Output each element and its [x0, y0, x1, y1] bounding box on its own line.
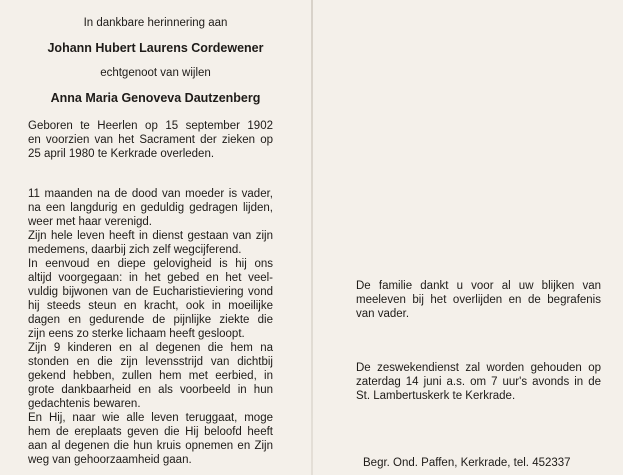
paragraph-line: na een langdurig en geduldig gedragen lijden,: [28, 202, 273, 214]
deceased-name: Johann Hubert Laurens Cordewener: [47, 41, 264, 55]
paragraph-line: dagen en gedurende de pijnlijke ziekte die: [28, 314, 273, 326]
paragraph-line: altijd voorgegaan: in het gebed en het veel-: [28, 272, 273, 284]
paragraph-line: van vader.: [356, 308, 410, 320]
paragraph-line: vuldig bijwonen van de Eucharistieviering vond: [28, 286, 273, 298]
paragraph-line: 25 april 1980 te Kerkrade overleden.: [28, 148, 215, 160]
paragraph-line: hem de ereplaats geven die Hij beloofd heeft: [28, 426, 273, 438]
paragraph-line: Zijn hele leven heeft in dienst gestaan van zijn: [28, 230, 273, 242]
paragraph-line: aan al degenen die hun kruis opnemen en Zijn: [28, 440, 273, 452]
paragraph-line: zaterdag 14 juni a.s. om 7 uur's avonds in de: [356, 376, 601, 388]
paragraph-line: meeleven bij het overlijden en de begrafenis: [356, 294, 601, 306]
paragraph-line: grote dankbaarheid en als voorbeeld in hun: [28, 384, 273, 396]
paragraph-line: en voorzien van het Sacrament der zieken op: [28, 134, 273, 146]
paragraph-line: De familie dankt u voor al uw blijken van: [356, 280, 601, 292]
spouse-name: Anna Maria Genoveva Dautzenberg: [50, 91, 261, 105]
paragraph-line: 11 maanden na de dood van moeder is vader,: [28, 188, 273, 200]
paragraph-line: stonden en die zijn levensstrijd van dichtbij: [28, 356, 273, 368]
paragraph-line: hij steeds steun en kracht, ook in moeilijke: [28, 300, 273, 312]
paragraph-line: Geboren te Heerlen op 15 september 1902: [28, 120, 273, 132]
intro-text: In dankbare herinnering aan: [83, 17, 228, 29]
right-page: [313, 0, 623, 475]
paragraph-line: En Hij, naar wie alle leven teruggaat, moge: [28, 412, 273, 424]
printer-credit: Begr. Ond. Paffen, Kerkrade, tel. 452337: [363, 457, 571, 469]
left-page: [0, 0, 311, 475]
paragraph-line: weg van gehoorzaamheid gaan.: [28, 454, 192, 466]
paragraph-line: zijn eens zo sterke lichaam heeft gesloopt.: [28, 328, 245, 340]
spouse-intro: echtgenoot van wijlen: [100, 67, 211, 79]
paragraph-line: medemens, daarbij zich zelf wegcijferend.: [28, 244, 242, 256]
paragraph-line: gedachtenis bewaren.: [28, 398, 141, 410]
paragraph-line: St. Lambertuskerk te Kerkrade.: [356, 390, 516, 402]
paragraph-line: gekend hebben, zullen hem met eerbied, in: [28, 370, 273, 382]
paragraph-line: In eenvoud en diepe gelovigheid is hij ons: [28, 258, 273, 270]
paragraph-line: weer met haar verenigd.: [28, 216, 153, 228]
paragraph-line: Zijn 9 kinderen en al degenen die hem na: [28, 342, 273, 354]
paragraph-line: De zeswekendienst zal worden gehouden op: [356, 362, 601, 374]
